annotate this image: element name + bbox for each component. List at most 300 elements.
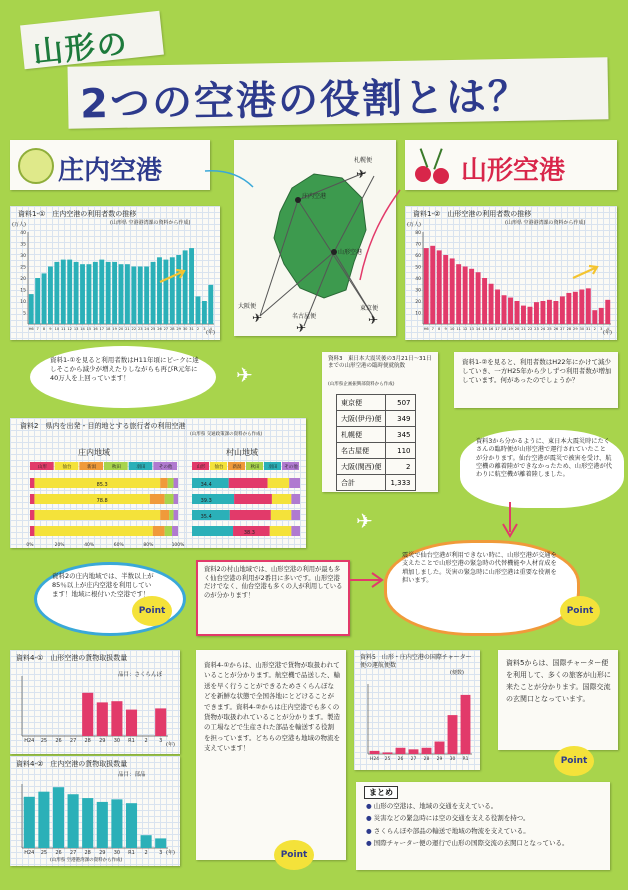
bar (106, 262, 111, 324)
x-tick-label: 27 (163, 327, 169, 331)
bar (383, 752, 393, 754)
x-tick-label: 25 (40, 738, 48, 744)
x-tick-label: 31 (189, 327, 194, 331)
summary-item (366, 812, 602, 824)
airplane-icon: ✈ (236, 363, 253, 387)
bar (97, 802, 108, 848)
stacked-segment (153, 526, 165, 536)
x-tick-label: 27 (560, 327, 565, 331)
bar (189, 248, 194, 324)
melon-icon (18, 148, 54, 184)
shiryo2-source: (山形県 交通政策課の資料から作成) (190, 432, 263, 437)
x-tick-label: R1 (128, 850, 135, 856)
bar (176, 255, 181, 324)
bar (61, 260, 66, 324)
bar (93, 262, 98, 324)
arrow-down-icon (500, 502, 520, 542)
x-tick-label: 100% (171, 543, 185, 548)
shiryo5-note-card (498, 650, 618, 750)
x-tick-label: 30 (579, 327, 585, 331)
bar (370, 751, 380, 754)
shiryo1-2-source: (山形県 空港港湾課の資料から作成) (505, 220, 586, 226)
x-tick-label: 12 (67, 327, 72, 331)
bullet-icon: ● (366, 826, 374, 835)
x-tick-label: 17 (495, 327, 500, 331)
stacked-segment (291, 526, 300, 536)
bar (126, 803, 137, 848)
segment-label: 85.3 (96, 482, 108, 488)
bar (53, 787, 64, 848)
x-tick-label: 14 (475, 327, 481, 331)
summary-item (366, 837, 602, 849)
bar (521, 306, 526, 324)
point-badge: Point (554, 746, 594, 776)
stacked-segment (172, 526, 178, 536)
stacked-segment (168, 478, 174, 488)
summary-item-text: 国際チャーター便の運行で山形の国際交流の玄関口となっている。 (373, 839, 569, 848)
legend-label: 仙台 (214, 465, 224, 470)
legend-label: 山形 (37, 465, 47, 470)
table-cell: 札幌便 (337, 427, 386, 443)
bar (495, 290, 500, 325)
note-shiryo2-mid: 資料2の村山地域では、山形空港の利用が最も多く仙台空港の利用が2番目に多いです。山形空港だけでなく、仙台空港も多くの人が利用しているのが分かります！ (204, 566, 343, 599)
table-row (337, 427, 416, 443)
x-tick-label: 4 (209, 327, 212, 331)
x-tick-label: 8 (42, 327, 46, 331)
bar (592, 310, 597, 324)
table-cell: 大阪(関西)便 (337, 459, 386, 475)
x-tick-label: 29 (573, 327, 578, 331)
table-cell: 507 (386, 395, 415, 411)
bar (482, 278, 487, 324)
bar (24, 797, 35, 848)
shiryo4-note: 資料4-①からは、山形空港で貨物が取扱われていることが分かります。航空機で品送した、輸送を早く行うことができるためさくらんぼなどを新鮮な状態で全国各地にとどけることができます。資料4-②からは庄内空港でも多くの貨物が取扱われていることが分かります。製造の工場などで生産された部品を輸送する役割を担っています。どちらの空港も地域の物流を支えています！ (204, 661, 340, 753)
table-cell: 名古屋便 (337, 443, 386, 459)
x-tick-label: 11 (456, 327, 461, 331)
stacked-segment (230, 510, 271, 520)
y-tick-label: 80 (415, 231, 421, 236)
bullet-icon: ● (366, 839, 374, 848)
shiryo2-right-label: 村山地域 (226, 448, 258, 457)
bar (35, 278, 40, 324)
map-label-sapporo: 札幌便 (354, 157, 373, 164)
x-tick-label: 26 (157, 327, 162, 331)
x-tick-label: H6 (28, 327, 34, 331)
bar (476, 272, 481, 324)
stacked-segment (289, 478, 300, 488)
table-cell: 349 (386, 411, 415, 427)
bar (112, 262, 117, 324)
legend-label: 仙台 (62, 465, 72, 470)
shiryo4-2-title: 資料4-② 庄内空港の貨物取扱数量 (16, 760, 128, 768)
segment-label: 38.3 (243, 530, 255, 536)
stacked-segment (234, 494, 272, 504)
stacked-segment (30, 494, 34, 504)
segment-label: 35.4 (200, 514, 212, 520)
note-shiryo2-left: 資料2の庄内地域では、半数以上が85％以上が庄内空港を利用しています！地域に根付いた空港です！ (52, 572, 154, 598)
x-tick-label: 27 (69, 850, 77, 856)
bar (409, 749, 419, 754)
shiryo4-2-unit: 品目：部品 (118, 772, 146, 778)
map-label-tokyo: 東京便 (360, 305, 379, 312)
bar (125, 264, 130, 324)
x-tick-label: 21 (125, 327, 130, 331)
bar (97, 702, 108, 736)
arrow-to-map-right (350, 190, 410, 290)
x-tick-label: 26 (397, 757, 404, 762)
x-tick-label: 40% (84, 543, 95, 548)
shiryo1-note-right-card (454, 352, 618, 408)
bar (469, 269, 474, 324)
stacked-segment (160, 478, 167, 488)
x-tick-label: 80% (143, 543, 154, 548)
summary-item-text: さくらんぼや部品の輸送で地域の物流を支えている。 (373, 826, 530, 835)
table-row (337, 443, 416, 459)
map-label-yamagata: 山形空港 (338, 249, 363, 256)
yamagata-header: 山形空港 (461, 156, 566, 186)
x-tick-label: 20 (118, 327, 124, 331)
bar (119, 264, 124, 324)
bar (435, 742, 445, 754)
summary-item-text: 災害などの緊急時には空の交通を支える役割を持つ。 (373, 814, 530, 823)
x-tick-label: 20 (514, 327, 520, 331)
shiryo1-2-yunit: (万人) (407, 222, 421, 228)
bar (48, 267, 53, 325)
cherry-icon (413, 146, 453, 186)
shiryo1-1-title: 資料1-① 庄内空港の利用者数の推移 (18, 210, 137, 218)
bar (144, 267, 149, 325)
x-tick-label: 29 (176, 327, 182, 331)
shiryo3-card (322, 352, 438, 492)
bar (138, 267, 143, 325)
x-tick-label: 16 (93, 327, 98, 331)
shiryo3-note: 資料3から分かるように、東日本大震災時にたくさんの臨時便が山形空港で運行されていたことが分かります。仙台空港が震災で被害を受け、航空機の離着陸ができなかったため、山形空港が代わりに航空機が離着陸しました。 (476, 438, 612, 479)
bar (579, 290, 584, 325)
x-tick-label: 30 (113, 738, 121, 744)
trend-arrow-icon (573, 266, 597, 278)
y-tick-label: 20 (20, 277, 26, 282)
stacked-segment (30, 526, 34, 536)
x-tick-label: H6 (423, 327, 429, 331)
x-tick-label: 10 (54, 327, 60, 331)
bar (141, 835, 152, 848)
bar (489, 284, 494, 324)
bar (111, 799, 122, 848)
bar (448, 715, 458, 754)
bar (157, 257, 162, 324)
bar (605, 300, 610, 324)
x-tick-label: 25 (150, 327, 156, 331)
bar (111, 701, 122, 736)
shiryo3-table (336, 394, 416, 491)
stacked-segment (291, 494, 300, 504)
shiryo5-chart (354, 650, 480, 770)
x-tick-label: 3 (203, 327, 206, 331)
shiryo1-1-source: (山形県 空港港湾課の資料から作成) (110, 220, 191, 226)
bar (183, 250, 188, 324)
stacked-segment (169, 510, 173, 520)
x-tick-label: 4 (606, 327, 609, 331)
stacked-segment (30, 478, 34, 488)
bar (547, 300, 552, 324)
x-tick-label: 26 (553, 327, 559, 331)
table-cell: 東京便 (337, 395, 386, 411)
stacked-segment (174, 478, 178, 488)
x-tick-label: 21 (521, 327, 526, 331)
shiryo4-1-xunit: (年) (166, 742, 175, 748)
shiryo3-source: (山形県企画振興部資料から作成) (328, 382, 395, 387)
x-tick-label: H24 (24, 850, 35, 856)
summary-item-text: 山形の空港は、地域の交通を支えている。 (373, 802, 498, 810)
stacked-segment (229, 478, 268, 488)
title-line2: 2つの空港の役割とは？ (79, 73, 531, 128)
bar (155, 708, 166, 736)
shiryo4-1-unit: 品目：さくらんぼ (118, 672, 163, 678)
stacked-segment (174, 510, 178, 520)
stacked-segment (270, 526, 292, 536)
bar (155, 838, 166, 848)
arrow-to-map-left (205, 165, 265, 195)
x-tick-label: 28 (566, 327, 572, 331)
bar (208, 285, 213, 324)
x-tick-label: H24 (24, 738, 35, 744)
shiryo2-left-label: 庄内地域 (78, 448, 110, 457)
x-tick-label: 7 (36, 327, 39, 331)
shiryo5-note: 資料5からは、国際チャーター便を利用して、多くの旅客が山形に来たことが分かります。国際交流の玄関口となっています。 (506, 659, 611, 703)
airplane-icon: ✈ (296, 321, 307, 335)
shiryo5-title: 資料5 山形・庄内空港の国際チャーター便の運航便数 (360, 654, 472, 670)
stacked-segment (174, 494, 178, 504)
bar (566, 293, 571, 324)
shonai-airport-marker (295, 197, 301, 203)
y-tick-label: 70 (415, 242, 421, 248)
x-tick-label: 24 (144, 327, 149, 331)
shiryo2-card (10, 418, 186, 548)
x-tick-label: 27 (69, 738, 77, 744)
yamagata-header-card (405, 140, 617, 190)
shonai-header-card (10, 140, 210, 190)
shiryo1-1-xunit: (年) (206, 330, 215, 336)
stacked-segment (165, 526, 172, 536)
shiryo4-2-chart (10, 756, 180, 866)
bar (131, 267, 136, 325)
segment-label: 78.8 (96, 498, 108, 504)
bar (86, 264, 91, 324)
bar (99, 260, 104, 324)
x-tick-label: 28 (84, 738, 91, 744)
x-tick-label: 29 (99, 850, 106, 856)
bar (573, 292, 578, 324)
shiryo1-note-right: 資料1-②を見ると、利用者数はH22年にかけて減少していき、一方H25年から少しずつ利用者数が増加しています。何があったのでしょうか？ (462, 358, 612, 384)
shiryo1-2-title: 資料1-② 山形空港の利用者数の推移 (413, 210, 532, 218)
shiryo2-shonai-chart (10, 418, 186, 548)
x-tick-label: 24 (540, 327, 546, 331)
bar (82, 798, 93, 848)
bar (80, 264, 85, 324)
bar (68, 794, 79, 848)
stacked-segment (150, 494, 165, 504)
y-tick-label: 15 (20, 288, 26, 294)
legend-label: 山形 (196, 465, 206, 470)
bar (126, 710, 137, 736)
bar (599, 308, 604, 324)
stacked-segment (34, 510, 160, 520)
x-tick-label: 30 (449, 757, 456, 762)
bar (443, 255, 448, 324)
x-tick-label: 18 (105, 327, 111, 331)
shiryo1-note-left: 資料1-①を見ると利用者数はH11年頃にピークに達しそこから減少が増えたりしながらも再びR元年に40万人を上回っています！ (50, 356, 199, 382)
x-tick-label: 13 (469, 327, 474, 331)
shiryo1-2-card (405, 206, 617, 340)
bar (528, 307, 533, 324)
shiryo1-2-chart (405, 206, 617, 340)
title-line1-card (20, 11, 164, 72)
y-tick-label: 10 (415, 311, 421, 317)
y-tick-label: 30 (415, 288, 421, 294)
airplane-icon: ✈ (356, 167, 367, 181)
legend-label: その他 (284, 465, 298, 470)
x-tick-label: 3 (159, 850, 163, 856)
bar (553, 301, 558, 324)
bar (540, 301, 545, 324)
stacked-segment (34, 494, 149, 504)
x-tick-label: H24 (369, 757, 380, 762)
title-line1: 山形の (31, 26, 131, 72)
x-tick-label: R1 (128, 738, 135, 744)
point-badge: Point (274, 840, 314, 870)
legend-label: その他 (158, 465, 173, 470)
summary-card (356, 782, 610, 870)
legend-label: 羽田 (136, 465, 146, 470)
shiryo4-note-card (196, 650, 346, 860)
airplane-icon: ✈ (252, 311, 263, 325)
shiryo4-2-source: (山形県 空港港湾課の資料から作成) (50, 858, 123, 863)
bar (74, 262, 79, 324)
bullet-icon: ● (366, 802, 374, 810)
shiryo2-right-card (186, 418, 306, 548)
table-cell: 合計 (337, 475, 386, 491)
x-tick-label: 0% (26, 543, 34, 548)
y-tick-label: 60 (415, 254, 421, 259)
bar (151, 262, 156, 324)
x-tick-label: 9 (49, 327, 52, 331)
bar (424, 248, 429, 324)
x-tick-label: 30 (113, 850, 121, 856)
table-row (337, 475, 416, 491)
x-tick-label: 12 (462, 327, 468, 331)
table-row (337, 411, 416, 427)
x-tick-label: 3 (600, 327, 603, 331)
bar (196, 296, 201, 324)
x-tick-label: 3 (159, 738, 163, 744)
bar (163, 260, 168, 324)
stacked-segment (272, 494, 291, 504)
x-tick-label: 9 (444, 327, 447, 331)
x-tick-label: 19 (112, 327, 117, 331)
bar (54, 262, 59, 324)
y-tick-label: 25 (20, 265, 26, 271)
shiryo4-1-card (10, 650, 180, 754)
x-tick-label: R1 (462, 757, 469, 762)
x-tick-label: 29 (436, 757, 443, 762)
shiryo2-title: 資料2 県内を出発・目的地とする旅行者の利用空港 (20, 422, 186, 430)
x-tick-label: 7 (431, 327, 434, 331)
shiryo1-1-chart (10, 206, 220, 340)
x-tick-label: 23 (137, 327, 143, 331)
bar (508, 298, 513, 324)
legend-label: 秋田 (250, 465, 260, 470)
bar (29, 294, 34, 324)
y-tick-label: 10 (20, 300, 26, 305)
shiryo4-2-xunit: (年) (166, 850, 175, 856)
shiryo3-title: 資料3 東日本大震災後の3月21日〜31日までの山形空港の臨時便就航数 (328, 356, 432, 370)
y-tick-label: 40 (20, 231, 26, 236)
x-tick-label: 28 (423, 757, 430, 762)
stacked-segment (268, 478, 290, 488)
shiryo4-2-card (10, 756, 180, 866)
legend-label: 羽田 (268, 465, 278, 470)
summary-item (366, 800, 602, 812)
legend-label: 新潟 (232, 465, 242, 470)
x-tick-label: 20% (54, 543, 65, 548)
bar (502, 295, 507, 324)
bar (422, 748, 432, 754)
stacked-segment (192, 526, 233, 536)
stacked-segment (160, 510, 169, 520)
table-cell: 大阪(伊丹)便 (337, 411, 386, 427)
x-tick-label: 11 (60, 327, 66, 331)
shiryo4-1-chart (10, 650, 180, 754)
y-tick-label: 30 (20, 254, 26, 259)
summary-title: まとめ (364, 786, 398, 799)
note-disaster: 震災で仙台空港が利用できない時に、山形空港が交通を支えたことで山形空港の緊急時の代替機能や人材育成を増加しました。災害の緊急時に山形空港は重要な役割を担います。 (402, 552, 557, 585)
x-tick-label: 26 (55, 850, 62, 856)
bar (38, 792, 49, 848)
map-label-nagoya: 名古屋便 (292, 313, 317, 320)
x-tick-label: 2 (144, 850, 148, 856)
point-badge: Point (560, 596, 600, 626)
bar (463, 267, 468, 325)
legend-label: 新潟 (87, 465, 97, 470)
bar (534, 302, 539, 324)
bullet-icon: ● (366, 814, 374, 823)
summary-item (366, 825, 602, 837)
x-tick-label: 29 (99, 738, 106, 744)
x-tick-label: 25 (384, 757, 391, 762)
y-tick-label: 40 (415, 277, 421, 282)
x-tick-label: 31 (586, 327, 591, 331)
bar (67, 260, 72, 324)
x-tick-label: 17 (99, 327, 105, 331)
shiryo4-1-title: 資料4-① 山形空港の貨物取扱数量 (16, 654, 128, 662)
x-tick-label: 15 (86, 327, 92, 331)
bar (456, 264, 461, 324)
x-tick-label: 26 (55, 738, 62, 744)
x-tick-label: 25 (40, 850, 48, 856)
x-tick-label: 60% (113, 543, 124, 548)
bar (586, 288, 591, 324)
segment-label: 39.3 (200, 498, 212, 504)
y-tick-label: 5 (23, 311, 26, 317)
bar (430, 246, 435, 324)
bar (515, 301, 520, 324)
x-tick-label: 27 (410, 757, 417, 762)
y-tick-label: 50 (415, 265, 421, 271)
bar (42, 273, 47, 324)
bar (450, 258, 455, 324)
map-label-osaka: 大阪便 (238, 303, 257, 310)
note-shiryo2-mid-card (196, 560, 350, 636)
